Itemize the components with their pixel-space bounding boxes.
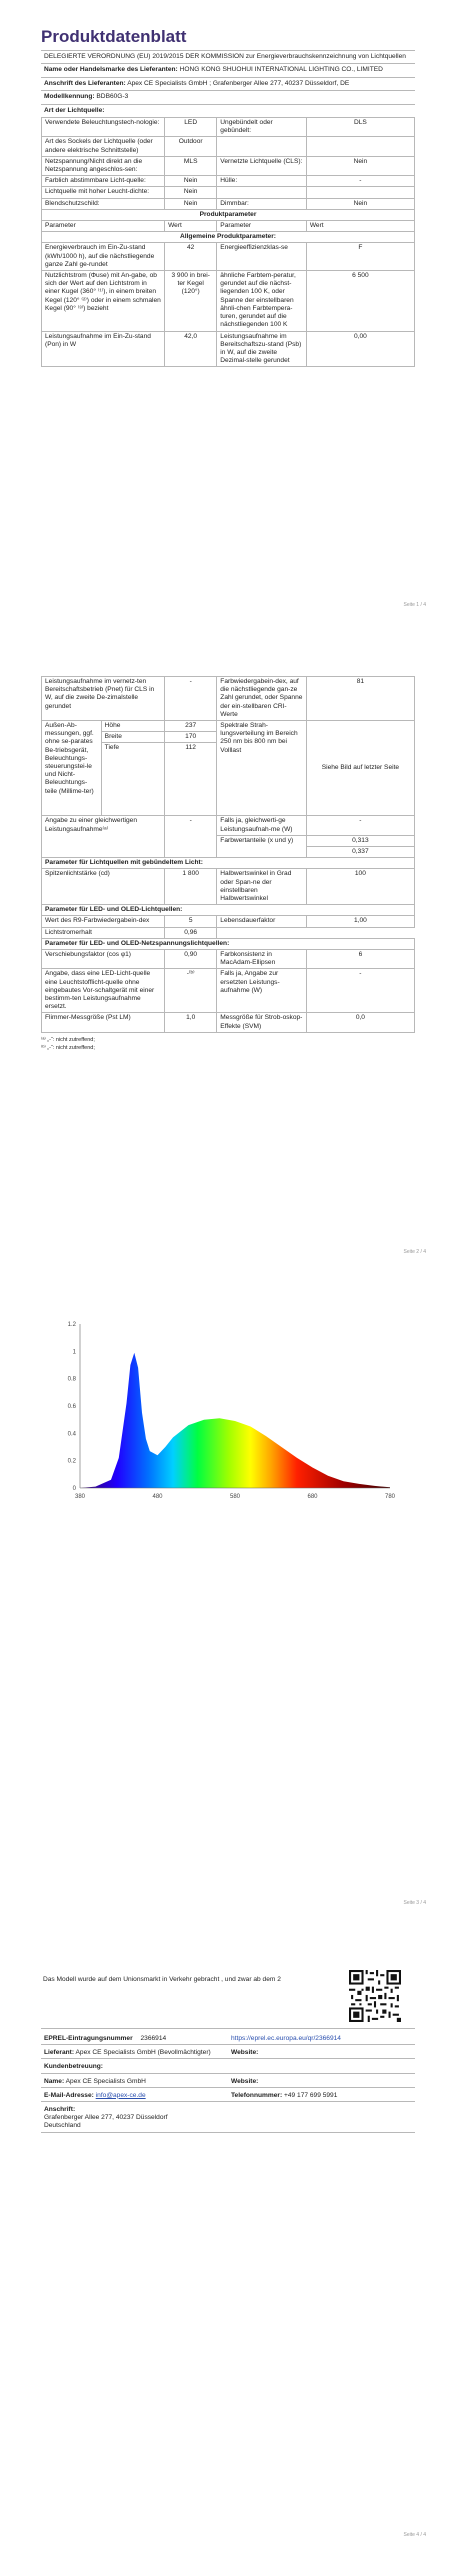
regulation-text: DELEGIERTE VERORDNUNG (EU) 2019/2015 DER KOMMISSION zur Energieverbrauchskennzeichnung von Lichtquellen (44, 53, 406, 60)
address-line-2: Deutschland (44, 2122, 81, 2130)
support-label: Kundenbetreuung: (44, 2063, 103, 2071)
lightsource-type-label: Art der Lichtquelle: (44, 106, 105, 114)
supplier-name-value: HONG KONG SHUOHUI INTERNATIONAL LIGHTING CO., LIMITED (179, 66, 383, 74)
eprel-link[interactable]: https://eprel.ec.europa.eu/qr/2366914 (231, 2035, 341, 2042)
params-table-2 (41, 676, 415, 1033)
cell: 3 900 in brei-ter Kegel (120°) (165, 271, 217, 331)
cell: -⁽ᵇ⁾ (165, 969, 217, 1013)
section-header (42, 232, 415, 243)
table-row (42, 927, 415, 938)
footnote-a: ⁽ᵃ⁾ „-“: nicht zutreffend; (41, 1036, 95, 1043)
cell: Vernetzte Lichtquelle (CLS): (217, 156, 307, 175)
footnote-b: ⁽ᵇ⁾ „-“: nicht zutreffend; (41, 1044, 95, 1051)
supplier-address-value: Apex CE Specialists GmbH ; Grafenberger Allee 277, 40237 Düsseldorf, DE (127, 79, 350, 87)
cell: 0,96 (165, 927, 217, 938)
chroma-y: 0,337 (306, 847, 414, 858)
table-row (42, 916, 415, 927)
col-param: Parameter (217, 221, 307, 232)
equiv-label: Angabe zu einer gleichwertigen Leistungsaufnahme⁽ᵃ⁾ (42, 816, 165, 858)
phone-label: Telefonnummer: (231, 2091, 283, 2099)
cell: Leistungsaufnahme im Ein-Zu-stand (Pon) in W (42, 331, 165, 367)
website-label: Website: (231, 2049, 259, 2057)
section-header (42, 209, 415, 220)
cell: Angabe, dass eine LED-Licht-quelle eine Leuchtstofflicht-quelle ohne eingebautes Vor-schaltgerät mit einer bestimm-ten Leistungsaufnahme ersetzt. (42, 969, 165, 1013)
cell: Verschiebungsfaktor (cos φ1) (42, 950, 165, 969)
dim-key: Breite (101, 732, 164, 743)
table-row (42, 1013, 415, 1032)
table-row (42, 221, 415, 232)
cell: 0,0 (306, 1013, 414, 1032)
cell (306, 187, 414, 198)
contact-table (41, 2029, 415, 2133)
table-row (42, 156, 415, 175)
cell: Leistungsaufnahme im vernetz-ten Bereitschaftsbetrieb (Pnet) für CLS in W, auf die zweite De-zimalstelle gerundet (42, 677, 165, 721)
cell: LED (165, 118, 217, 137)
supplier-name-label: Name oder Handelsmarke des Lieferanten: (44, 66, 178, 74)
cell: - (165, 677, 217, 721)
phone-value: +49 177 699 5991 (284, 2091, 338, 2099)
table-row (41, 2087, 415, 2101)
cell: - (306, 969, 414, 1013)
dim-value: 170 (165, 732, 217, 743)
cell: Wert des R9-Farbwiedergabein-dex (42, 916, 165, 927)
y-tick-label: 0 (72, 1486, 76, 1492)
dim-value: 112 (165, 743, 217, 816)
cell: Nein (165, 198, 217, 209)
table-row (42, 176, 415, 187)
cell: 42 (165, 243, 217, 271)
cell: Lebensdauerfaktor (217, 916, 307, 927)
y-tick-label: 1.2 (67, 1322, 76, 1328)
qr-code-icon (349, 1970, 401, 2022)
equiv-value: - (165, 816, 217, 858)
chroma-label: Farbwertanteile (x und y) (217, 835, 307, 857)
col-param: Parameter (42, 221, 165, 232)
table-row (41, 2045, 415, 2059)
cell: 6 500 (306, 271, 414, 331)
cell: Messgröße für Strob-oskop-Effekte (SVM) (217, 1013, 307, 1032)
table-row (41, 2102, 415, 2133)
address-line-1: Grafenberger Allee 277, 40237 Düsseldorf (44, 2114, 168, 2122)
cell: Hülle: (217, 176, 307, 187)
supplier-address-row (41, 78, 415, 90)
email-label: E-Mail-Adresse: (44, 2091, 94, 2099)
eprel-value: 2366914 (140, 2035, 167, 2042)
cell: Art des Sockels der Lichtquelle (oder andere elektrische Schnittstelle) (42, 137, 165, 156)
cell: Nein (165, 187, 217, 198)
cell: Spitzenlichtstärke (cd) (42, 869, 165, 905)
cell: Farblich abstimmbare Licht-quelle: (42, 176, 165, 187)
col-value: Wert (306, 221, 414, 232)
table-row (42, 816, 415, 835)
cell: Falls ja, Angabe zur ersetzten Leistungs-aufnahme (W) (217, 969, 307, 1013)
cell: 1 800 (165, 869, 217, 905)
page-2 (41, 676, 415, 1052)
table-row (41, 2073, 415, 2087)
table-row (42, 331, 415, 367)
x-tick-label: 480 (152, 1494, 163, 1500)
cell: Lichtstromerhalt (42, 927, 165, 938)
x-axis (75, 1494, 396, 1500)
cell: DLS (306, 118, 414, 137)
params-header: Produktparameter (42, 209, 415, 220)
page-number: Seite 2 / 4 (403, 1249, 426, 1255)
table-row (42, 187, 415, 198)
cell: 0,90 (165, 950, 217, 969)
mains-header: Parameter für LED- und OLED-Netzspannungslichtquellen: (42, 938, 415, 949)
dim-key: Höhe (101, 721, 164, 732)
cell: 100 (306, 869, 414, 905)
section-header (42, 858, 415, 869)
spectrum-area (80, 1353, 390, 1488)
cell: Dimmbar: (217, 198, 307, 209)
website2-label: Website: (231, 2077, 259, 2085)
model-row (41, 91, 415, 103)
section-header (42, 905, 415, 916)
led-header: Parameter für LED- und OLED-Lichtquellen: (42, 905, 415, 916)
general-header: Allgemeine Produktparameter: (42, 232, 415, 243)
cell: ähnliche Farbtem-peratur, gerundet auf die nächst-liegenden 100 K, oder Spanne der einstellbaren ähnli-chen Farbtempera-turen, gerundet auf die nächstliegenden 100 K (217, 271, 307, 331)
y-tick-label: 1 (72, 1349, 76, 1356)
x-tick-label: 380 (74, 1494, 86, 1500)
cell: Nein (165, 176, 217, 187)
x-tick-label: 680 (307, 1494, 318, 1500)
name-label: Name: (44, 2077, 65, 2085)
cell: Ungebündelt oder gebündelt: (217, 118, 307, 137)
cell: Energieeffizienzklas-se (217, 243, 307, 271)
page-1 (41, 26, 415, 367)
page-number: Seite 3 / 4 (403, 1900, 426, 1906)
cell: Netzspannung/Nicht direkt an die Netzspannung angeschlos-sen: (42, 156, 165, 175)
table-row (42, 118, 415, 137)
table-row (42, 198, 415, 209)
spectrum-chart (40, 1316, 400, 1506)
equiv2-value: - (306, 816, 414, 835)
cell: Nutzlichtstrom (Φuse) mit An-gabe, ob sich der Wert auf den Lichtstrom in einer Kugel (360° ⁽¹⁾), in einem breiten Kegel (120° ⁽²⁾) oder in einem schmalen Kegel (90° ⁽³⁾) bezieht (42, 271, 165, 331)
cell (306, 137, 414, 156)
spectral-value: Siehe Bild auf letzter Seite (306, 721, 414, 816)
page-number: Seite 1 / 4 (403, 602, 426, 608)
supplier-name-row (41, 64, 415, 76)
cell: 0,00 (306, 331, 414, 367)
page-4 (41, 1970, 415, 2133)
cell: Nein (306, 156, 414, 175)
lightsource-table (41, 117, 415, 367)
cell: Flimmer-Messgröße (Pst LM) (42, 1013, 165, 1032)
market-intro: Das Modell wurde auf dem Unionsmarkt in Verkehr gebracht , und zwar ab dem 2 (43, 1976, 281, 1983)
cell: Leistungsaufnahme im Bereitschaftszu-stand (Psb) in W, auf die zweite Dezimal-stelle gerundet (217, 331, 307, 367)
cell: 6 (306, 950, 414, 969)
table-row (41, 2029, 415, 2045)
x-tick-label: 580 (229, 1494, 241, 1500)
address-label: Anschrift: (44, 2106, 76, 2114)
cell: Blendschutzschild: (42, 198, 165, 209)
cell (217, 137, 307, 156)
table-row (42, 137, 415, 156)
table-row (42, 243, 415, 271)
supplier-value: Apex CE Specialists GmbH (Bevollmächtigter) (75, 2049, 211, 2057)
cell: Verwendete Beleuchtungstech-nologie: (42, 118, 165, 137)
cell: - (306, 176, 414, 187)
dim-label: Außen-Ab-messungen, ggf. ohne se-parates Be-triebsgerät, Beleuchtungs-steuerungstei-le und Nicht-Beleuchtungs-teile (Millime-ter) (42, 721, 102, 816)
table-row (42, 950, 415, 969)
cell: 81 (306, 677, 414, 721)
cell: Outdoor (165, 137, 217, 156)
supplier-label: Lieferant: (44, 2049, 75, 2057)
page-number: Seite 4 / 4 (403, 2532, 426, 2538)
cell: Farbkonsistenz in MacAdam-Ellipsen (217, 950, 307, 969)
y-tick-label: 0.8 (67, 1376, 76, 1383)
cell: 1,00 (306, 916, 414, 927)
supplier-address-label: Anschrift des Lieferanten: (44, 79, 126, 87)
spectral-label: Spektrale Strah-lungsverteilung im Bereich 250 nm bis 800 nm bei Volllast (217, 721, 307, 816)
x-tick-label: 780 (384, 1494, 396, 1500)
table-row (42, 677, 415, 721)
y-axis (68, 1322, 77, 1492)
cell: Farbwiedergabein-dex, auf die nächstliegende gan-ze Zahl gerundet, oder Spanne der ein-stellbaren CRI-Werte (217, 677, 307, 721)
cell: Lichtquelle mit hoher Leucht-dichte: (42, 187, 165, 198)
y-tick-label: 0.4 (67, 1431, 76, 1438)
y-tick-label: 0.6 (67, 1404, 76, 1410)
table-row (42, 869, 415, 905)
eprel-label: EPREL-Eintragungsnummer (44, 2035, 133, 2042)
dim-key: Tiefe (101, 743, 164, 816)
cell: F (306, 243, 414, 271)
y-tick-label: 0.2 (67, 1458, 76, 1465)
cell: 5 (165, 916, 217, 927)
equiv2-label: Falls ja, gleichwerti-ge Leistungsaufnah-me (W) (217, 816, 307, 835)
table-row (41, 2059, 415, 2073)
table-row (42, 969, 415, 1013)
table-row (42, 271, 415, 331)
model-value: BDB60G-3 (96, 93, 129, 101)
cell (217, 187, 307, 198)
dim-value: 237 (165, 721, 217, 732)
cell: Nein (306, 198, 414, 209)
cell: 42,0 (165, 331, 217, 367)
table-row (42, 721, 415, 732)
page-title: Produktdatenblatt (41, 27, 187, 46)
dls-header: Parameter für Lichtquellen mit gebündeltem Licht: (42, 858, 415, 869)
cell: MLS (165, 156, 217, 175)
email-link[interactable]: info@apex-ce.de (95, 2091, 146, 2099)
market-row (41, 1970, 415, 2029)
cell: Halbwertswinkel in Grad oder Span-ne der einstellbaren Halbwertswinkel (217, 869, 307, 905)
cell: Energieverbrauch im Ein-Zu-stand (kWh/1000 h), auf die nächstliegende ganze Zahl ge-rundet (42, 243, 165, 271)
col-value: Wert (165, 221, 217, 232)
chroma-x: 0,313 (306, 835, 414, 846)
cell: 1,0 (165, 1013, 217, 1032)
section-header (42, 938, 415, 949)
model-label: Modellkennung: (44, 93, 95, 101)
name-value: Apex CE Specialists GmbH (65, 2077, 146, 2085)
